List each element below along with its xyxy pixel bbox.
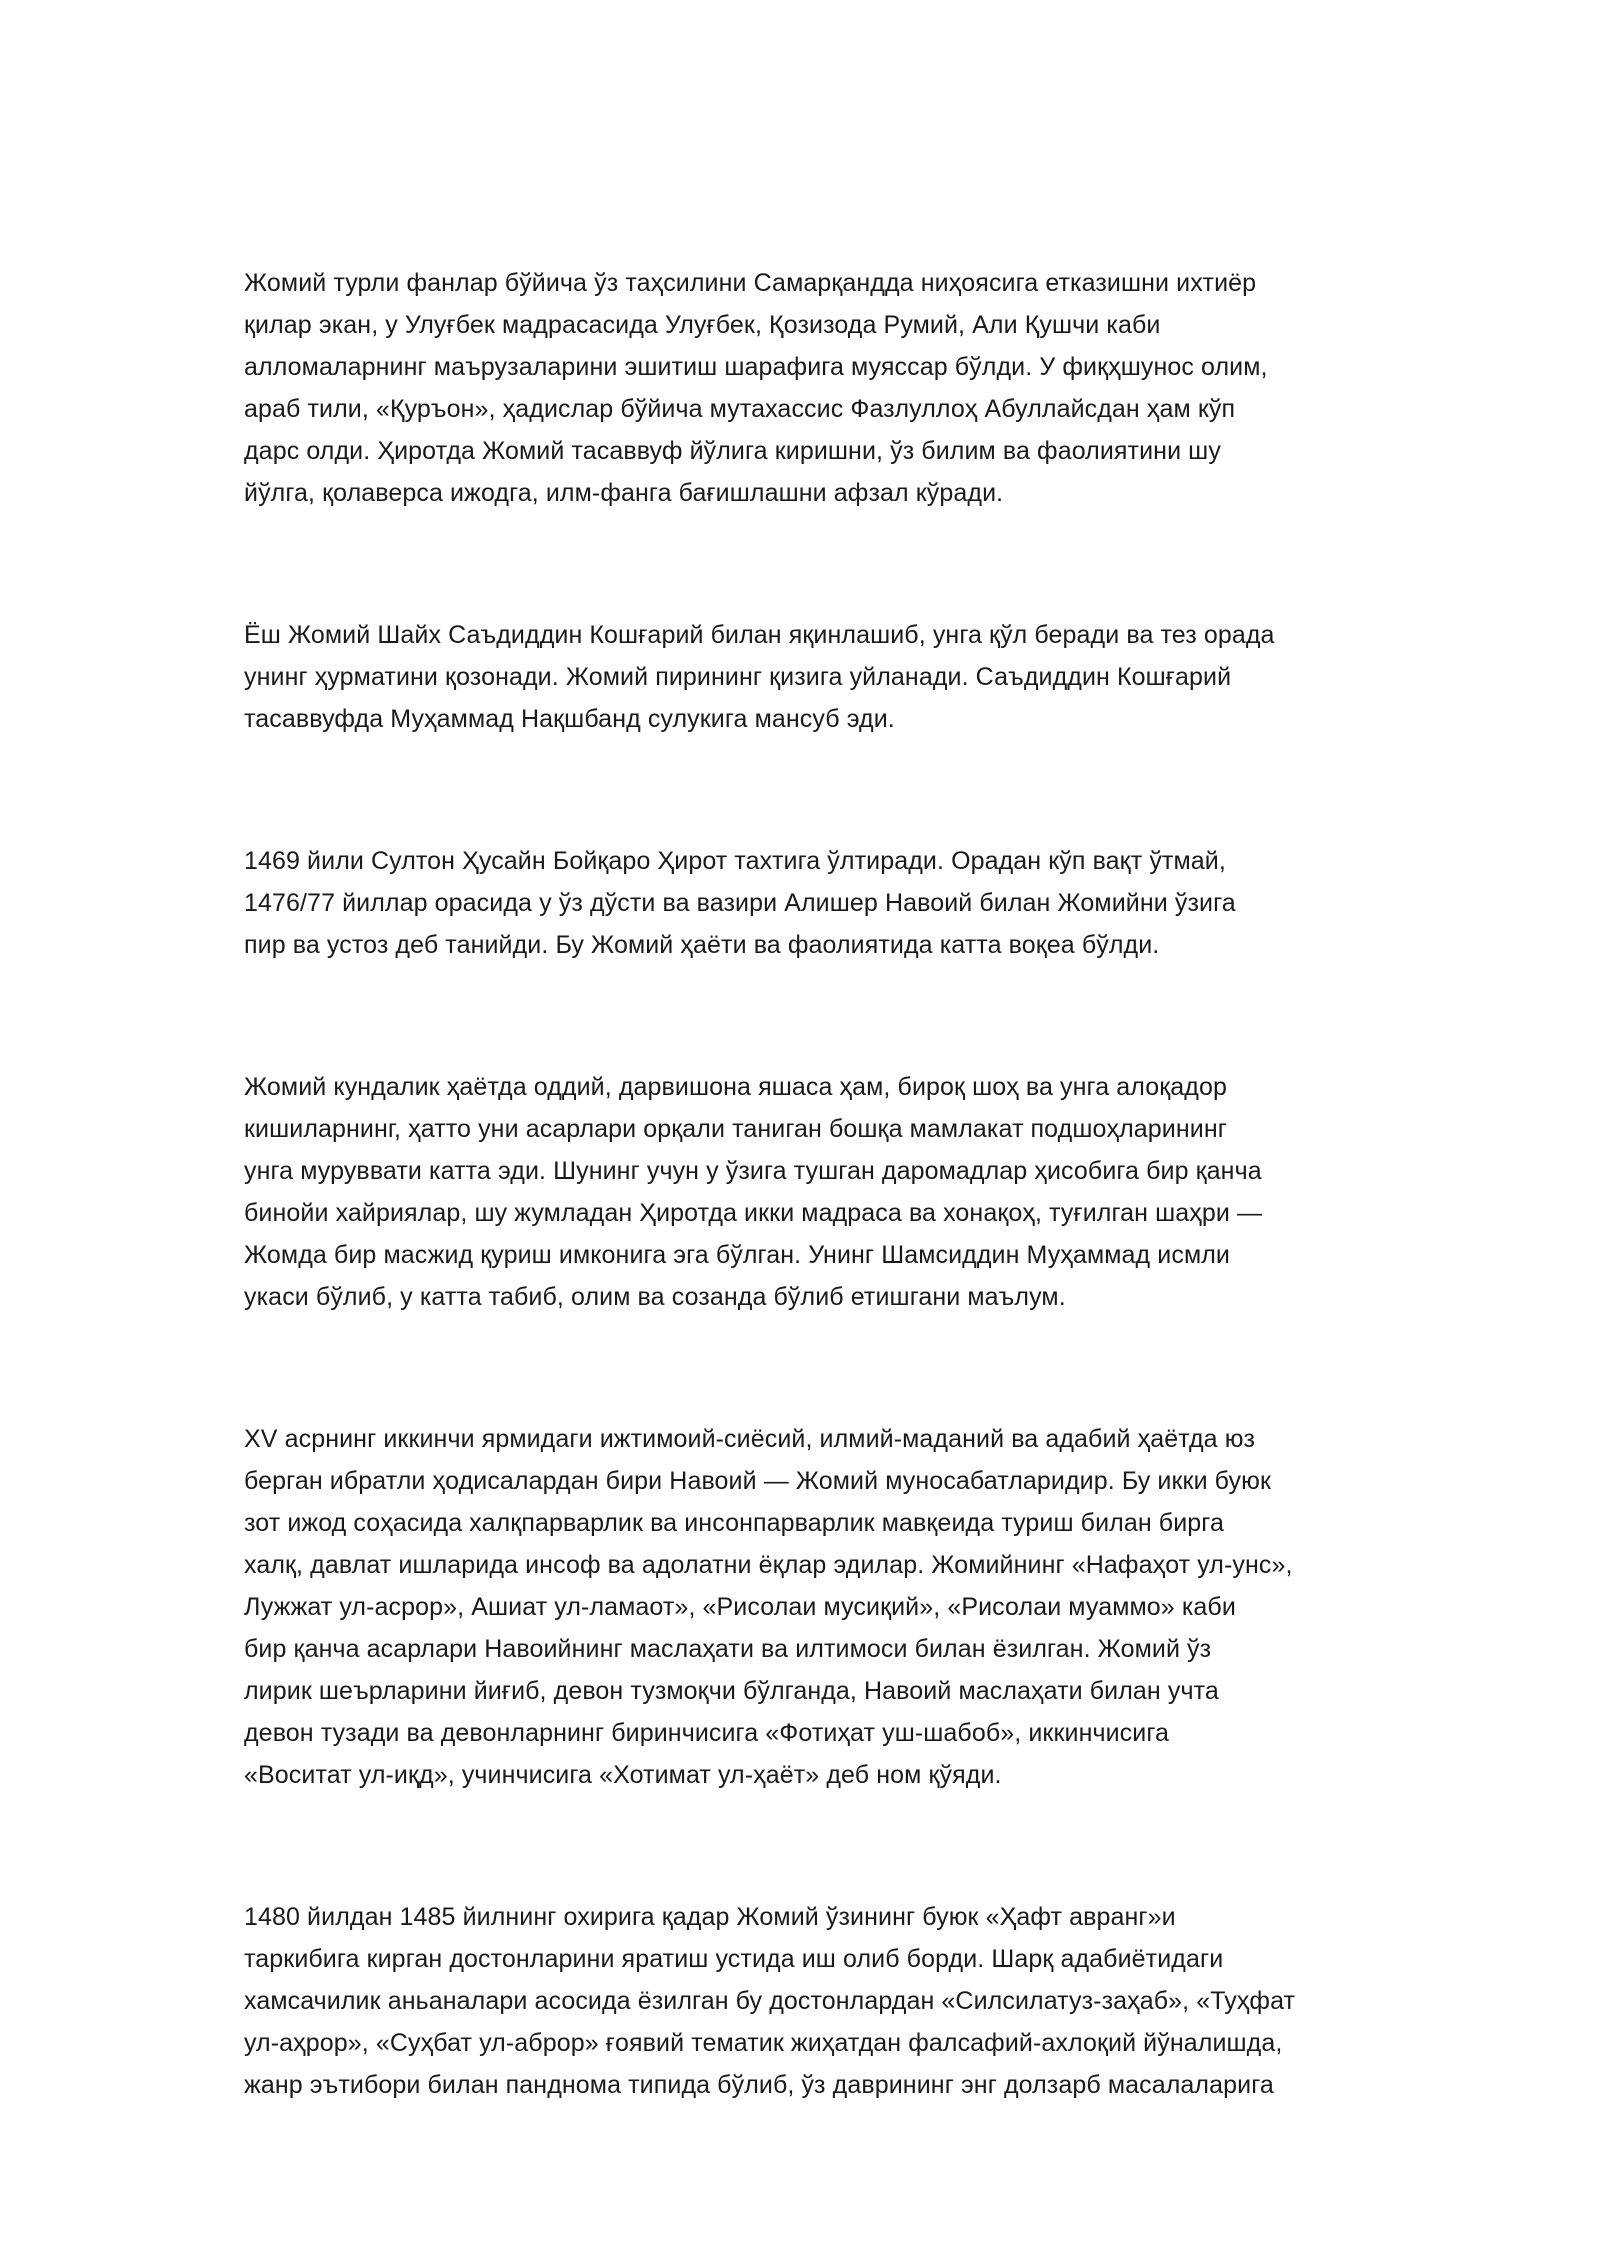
paragraph-1 [244, 262, 1369, 514]
paragraph-line: халқ, давлат ишларида инсоф ва адолатни ёқлар эдилар. Жомийнинг «Нафаҳот ул-унс», [244, 1551, 1293, 1579]
paragraph-line: бинойи хайриялар, шу жумладан Ҳиротда икки мадраса ва хонақоҳ, туғилган шаҳри — [244, 1199, 1263, 1227]
paragraph-line: XV асрнинг иккинчи ярмидаги ижтимоий-сиёсий, илмий-маданий ва адабий ҳаётда юз [244, 1425, 1256, 1453]
paragraph-line: араб тили, «Қуръон», ҳадислар бўйича мутахассис Фазлуллоҳ Абуллайсдан ҳам кўп [244, 395, 1236, 423]
paragraph-line: тасаввуфда Муҳаммад Нақшбанд сулукига мансуб эди. [244, 705, 895, 733]
paragraph-line: зот ижод соҳасида халқпарварлик ва инсонпарварлик мавқеида туриш билан бирга [244, 1509, 1224, 1537]
paragraph-5 [244, 1418, 1369, 1796]
paragraph-3 [244, 840, 1369, 966]
paragraph-line: Лужжат ул-асрор», Ашиат ул-ламаот», «Рисолаи мусиқий», «Рисолаи муаммо» каби [244, 1593, 1236, 1621]
paragraph-4 [244, 1066, 1369, 1318]
paragraph-line: таркибига кирган достонларини яратиш устида иш олиб борди. Шарқ адабиётидаги [244, 1945, 1224, 1973]
paragraph-line: йўлга, қолаверса ижодга, илм-фанга бағишлашни афзал кўради. [244, 479, 1004, 507]
paragraph-line: 1469 йили Султон Ҳусайн Бойқаро Ҳирот тахтига ўлтиради. Орадан кўп вақт ўтмай, [244, 847, 1226, 875]
paragraph-line: унга муруввати катта эди. Шунинг учун у ўзига тушган даромадлар ҳисобига бир қанча [244, 1157, 1262, 1185]
paragraph-line: қилар экан, у Улуғбек мадрасасида Улуғбек, Қозизода Румий, Али Қушчи каби [244, 311, 1161, 339]
document-body [244, 262, 1369, 2106]
paragraph-line: 1480 йилдан 1485 йилнинг охирига қадар Жомий ўзининг буюк «Ҳафт авранг»и [244, 1903, 1176, 1931]
paragraph-line: алломаларнинг маърузаларини эшитиш шарафига муяссар бўлди. У фиқҳшунос олим, [244, 353, 1268, 381]
paragraph-line: дарс олди. Ҳиротда Жомий тасаввуф йўлига киришни, ўз билим ва фаолиятини шу [244, 437, 1221, 465]
paragraph-line: пир ва устоз деб танийди. Бу Жомий ҳаёти ва фаолиятида катта воқеа бўлди. [244, 931, 1160, 959]
paragraph-line: берган ибратли ҳодисалардан бири Навоий — Жомий муносабатларидир. Бу икки буюк [244, 1467, 1272, 1495]
paragraph-line: укаси бўлиб, у катта табиб, олим ва созанда бўлиб етишгани маълум. [244, 1283, 1066, 1311]
paragraph-line: «Воситат ул-иқд», учинчисига «Хотимат ул-ҳаёт» деб ном қўяди. [244, 1761, 1002, 1789]
paragraph-line: 1476/77 йиллар орасида у ўз дўсти ва вазири Алишер Навоий билан Жомийни ўзига [244, 889, 1236, 917]
paragraph-line: девон тузади ва девонларнинг биринчисига «Фотиҳат уш-шабоб», иккинчисига [244, 1719, 1170, 1747]
paragraph-line: Жомий турли фанлар бўйича ўз таҳсилини Самарқандда ниҳоясига етказишни ихтиёр [244, 269, 1257, 297]
paragraph-line: кишиларнинг, ҳатто уни асарлари орқали таниган бошқа мамлакат подшоҳларининг [244, 1115, 1227, 1143]
paragraph-line: Ёш Жомий Шайх Саъдиддин Кошғарий билан яқинлашиб, унга қўл беради ва тез орада [244, 621, 1275, 649]
paragraph-6 [244, 1896, 1369, 2106]
paragraph-line: жанр эътибори билан панднома типида бўлиб, ўз даврининг энг долзарб масалаларига [244, 2071, 1274, 2099]
paragraph-line: Жомий кундалик ҳаётда оддий, дарвишона яшаса ҳам, бироқ шоҳ ва унга алоқадор [244, 1073, 1227, 1101]
paragraph-line: хамсачилик аньаналари асосида ёзилган бу достонлардан «Силсилатуз-заҳаб», «Туҳфат [244, 1987, 1296, 2015]
paragraph-line: унинг ҳурматини қозонади. Жомий пирининг қизига уйланади. Саъдиддин Кошғарий [244, 663, 1232, 691]
paragraph-line: ул-аҳрор», «Суҳбат ул-аброр» ғоявий тематик жиҳатдан фалсафий-ахлоқий йўналишда, [244, 2029, 1283, 2057]
paragraph-line: Жомда бир масжид қуриш имконига эга бўлган. Унинг Шамсиддин Муҳаммад исмли [244, 1241, 1230, 1269]
paragraph-2 [244, 614, 1369, 740]
paragraph-line: бир қанча асарлари Навоийнинг маслаҳати ва илтимоси билан ёзилган. Жомий ўз [244, 1635, 1212, 1663]
paragraph-line: лирик шеърларини йиғиб, девон тузмоқчи бўлганда, Навоий маслаҳати билан учта [244, 1677, 1219, 1705]
